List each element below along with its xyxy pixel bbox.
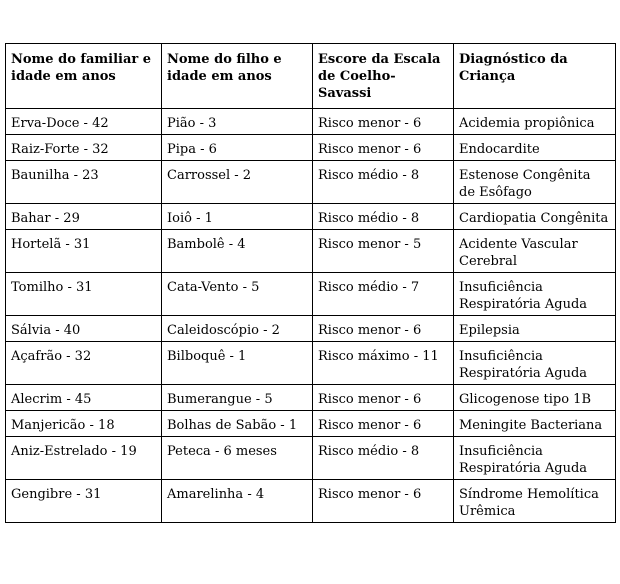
cell-diagnostico: Insuficiência Respiratória Aguda [454,437,616,480]
cell-diagnostico: Insuficiência Respiratória Aguda [454,342,616,385]
cell-filho: Amarelinha - 4 [162,480,313,523]
header-diagnostico: Diagnóstico da Criança [454,44,616,109]
header-escore: Escore da Escala de Coelho-Savassi [313,44,454,109]
cell-familiar: Raiz-Forte - 32 [6,135,162,161]
cell-escore: Risco médio - 8 [313,161,454,204]
cell-diagnostico: Glicogenose tipo 1B [454,385,616,411]
cell-escore: Risco menor - 5 [313,230,454,273]
cell-filho: Bilboquê - 1 [162,342,313,385]
cell-familiar: Gengibre - 31 [6,480,162,523]
cell-familiar: Erva-Doce - 42 [6,109,162,135]
cell-filho: Pião - 3 [162,109,313,135]
cell-familiar: Hortelã - 31 [6,230,162,273]
cell-filho: Bumerangue - 5 [162,385,313,411]
table-row [6,204,616,230]
cell-familiar: Tomilho - 31 [6,273,162,316]
cell-familiar: Alecrim - 45 [6,385,162,411]
table-header-row [6,44,616,109]
cell-diagnostico: Estenose Congênita de Esôfago [454,161,616,204]
table-row [6,230,616,273]
cell-familiar: Sálvia - 40 [6,316,162,342]
cell-escore: Risco médio - 8 [313,204,454,230]
cell-escore: Risco médio - 7 [313,273,454,316]
cell-filho: Peteca - 6 meses [162,437,313,480]
cell-familiar: Baunilha - 23 [6,161,162,204]
family-risk-table [5,43,616,523]
table-row [6,480,616,523]
cell-escore: Risco menor - 6 [313,135,454,161]
cell-familiar: Bahar - 29 [6,204,162,230]
cell-escore: Risco menor - 6 [313,109,454,135]
cell-filho: Cata-Vento - 5 [162,273,313,316]
cell-escore: Risco médio - 8 [313,437,454,480]
table-row [6,109,616,135]
cell-familiar: Aniz-Estrelado - 19 [6,437,162,480]
header-familiar: Nome do familiar e idade em anos [6,44,162,109]
table-row [6,161,616,204]
cell-diagnostico: Síndrome Hemolítica Urêmica [454,480,616,523]
cell-filho: Caleidoscópio - 2 [162,316,313,342]
cell-escore: Risco menor - 6 [313,411,454,437]
cell-escore: Risco menor - 6 [313,385,454,411]
cell-diagnostico: Epilepsia [454,316,616,342]
cell-filho: Bambolê - 4 [162,230,313,273]
table-row [6,437,616,480]
table-row [6,316,616,342]
cell-escore: Risco menor - 6 [313,316,454,342]
header-filho: Nome do filho e idade em anos [162,44,313,109]
cell-diagnostico: Endocardite [454,135,616,161]
cell-diagnostico: Acidente Vascular Cerebral [454,230,616,273]
cell-filho: Pipa - 6 [162,135,313,161]
cell-diagnostico: Insuficiência Respiratória Aguda [454,273,616,316]
cell-familiar: Açafrão - 32 [6,342,162,385]
cell-diagnostico: Meningite Bacteriana [454,411,616,437]
cell-filho: Ioiô - 1 [162,204,313,230]
cell-familiar: Manjericão - 18 [6,411,162,437]
cell-diagnostico: Cardiopatia Congênita [454,204,616,230]
cell-filho: Bolhas de Sabão - 1 [162,411,313,437]
table-row [6,135,616,161]
cell-escore: Risco máximo - 11 [313,342,454,385]
cell-diagnostico: Acidemia propiônica [454,109,616,135]
table-row [6,342,616,385]
cell-filho: Carrossel - 2 [162,161,313,204]
table-row [6,385,616,411]
table-row [6,273,616,316]
table-row [6,411,616,437]
cell-escore: Risco menor - 6 [313,480,454,523]
